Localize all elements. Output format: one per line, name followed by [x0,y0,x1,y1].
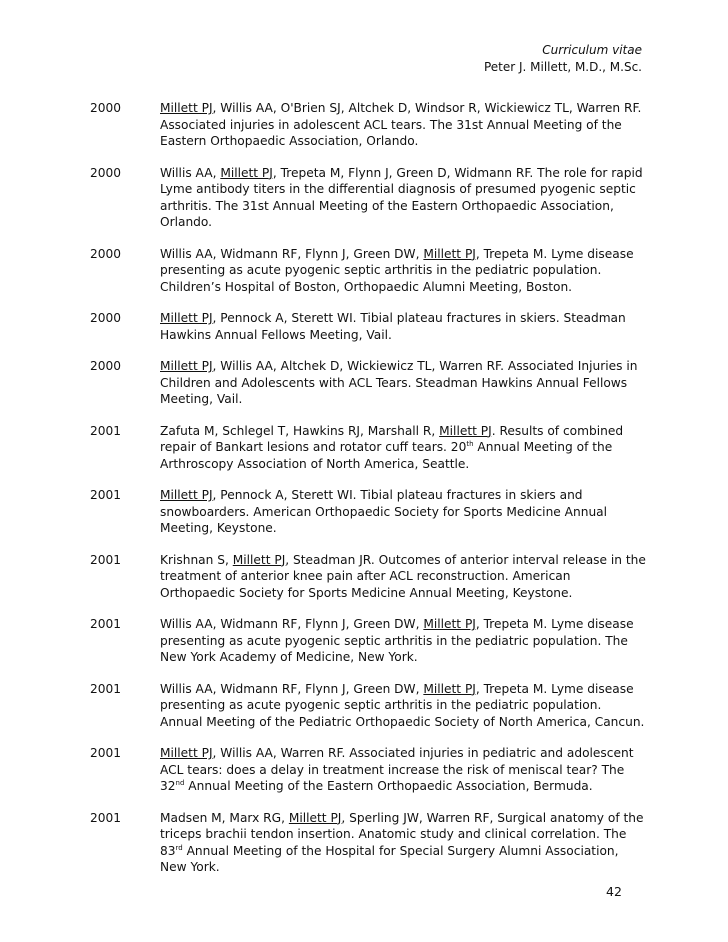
entry-citation [160,810,646,876]
highlighted-author: Millett PJ [160,746,213,760]
ordinal-suffix: rd [175,843,183,852]
highlighted-author: Millett PJ [288,810,342,825]
citation-text: , Steadman JR. Outcomes of anterior interval release in the treatment of anterior knee pain after ACL reconstruction. American Orthopaedic Society for Sports Medicine Annual Meeting, Keystone. [160,552,646,600]
citation-text: Willis AA, Widmann RF, Flynn J, Green DW, [160,681,424,696]
running-header [484,42,642,76]
entry-year: 2000 [90,246,122,261]
list-item [90,745,646,795]
entry-year: 2001 [90,423,122,438]
page-number: 42 [606,884,622,899]
entry-year: 2000 [90,359,122,373]
citation-text: Willis AA, Widmann RF, Flynn J, Green DW, [160,617,424,631]
citation-text: , Trepeta M. Lyme disease presenting as acute pyogenic septic arthritis in the pediatric population. The New York Academy of Medicine, New York. [160,617,634,664]
entry-citation [160,423,646,473]
entry-year: 2001 [90,681,122,696]
entry-citation [160,100,646,150]
entry-citation [160,246,646,296]
citation-text: . Results of combined repair of Bankart lesions and rotator cuff tears. 20 [160,423,624,454]
entry-year: 2001 [90,488,122,502]
list-item [90,165,646,231]
list-item [90,616,646,666]
entry-citation [160,745,646,795]
header-title: Curriculum vitae [542,43,642,57]
highlighted-author: Millett PJ [423,681,476,696]
citation-text: Annual Meeting of the Hospital for Special Surgery Alumni Association, New York. [160,843,619,874]
entry-citation [160,358,646,408]
ordinal-suffix: th [466,440,474,448]
list-item [90,423,646,473]
highlighted-author: Millett PJ [423,617,476,631]
citation-text: , Willis AA, Altchek D, Wickiewicz TL, Warren RF. Associated Injuries in Children and Adolescents with ACL Tears. Steadman Hawkins Annual Fellows Meeting, Vail. [160,359,638,406]
entry-year: 2000 [90,165,122,180]
header-author: Peter J. Millett, M.D., M.Sc. [483,60,642,74]
entry-citation [160,165,646,231]
citation-text: Willis AA, Widmann RF, Flynn J, Green DW, [160,246,424,261]
list-item [90,487,646,537]
entry-year: 2001 [90,746,122,760]
entry-year: 2001 [90,810,122,825]
citation-text: Madsen M, Marx RG, [160,810,289,825]
highlighted-author: Millett PJ [160,311,213,325]
highlighted-author: Millett PJ [220,165,273,180]
entry-year: 2000 [90,101,122,115]
citation-text: Krishnan S, [160,552,233,567]
citation-text: , Trepeta M. Lyme disease presenting as acute pyogenic septic arthritis in the pediatric population. Annual Meeting of the Pediatric Orthopaedic Society of North America, Cancun. [160,681,645,729]
list-item [90,358,646,408]
highlighted-author: Millett PJ [160,488,213,502]
entry-citation [160,552,646,602]
citation-text: , Sperling JW, Warren RF, Surgical anatomy of the triceps brachii tendon insertion. Anatomic study and clinical correlation. The 83 [160,810,644,858]
highlighted-author: Millett PJ [160,101,213,115]
citation-text: Annual Meeting of the Arthroscopy Association of North America, Seattle. [160,440,613,471]
entry-year: 2000 [90,311,122,325]
entry-year: 2001 [90,552,122,567]
ordinal-suffix: nd [175,779,185,787]
list-item [90,552,646,602]
highlighted-author: Millett PJ [423,246,476,261]
entry-year: 2001 [90,617,122,631]
entry-citation [160,681,646,731]
presentation-list [90,100,646,891]
citation-text: Zafuta M, Schlegel T, Hawkins RJ, Marshall R, [160,423,440,438]
highlighted-author: Millett PJ [439,423,492,438]
entry-citation [160,616,646,666]
list-item [90,100,646,150]
list-item [90,810,646,876]
citation-text: , Willis AA, Warren RF. Associated injuries in pediatric and adolescent ACL tears: does a delay in treatment increase the risk of meniscal tear? The 32 [160,746,634,793]
citation-text: , Trepeta M. Lyme disease presenting as acute pyogenic septic arthritis in the pediatric population. Children’s Hospital of Boston, Orthopaedic Alumni Meeting, Boston. [160,246,634,294]
citation-text: , Pennock A, Sterett WI. Tibial plateau fractures in skiers. Steadman Hawkins Annual Fellows Meeting, Vail. [160,311,626,342]
list-item [90,246,646,296]
citation-text: , Pennock A, Sterett WI. Tibial plateau fractures in skiers and snowboarders. American Orthopaedic Society for Sports Medicine Annual Meeting, Keystone. [160,488,608,535]
citation-text: , Willis AA, O'Brien SJ, Altchek D, Windsor R, Wickiewicz TL, Warren RF. Associated injuries in adolescent ACL tears. The 31st Annual Meeting of the Eastern Orthopaedic Association, Orlando. [160,101,642,148]
citation-text: Annual Meeting of the Eastern Orthopaedic Association, Bermuda. [184,779,593,793]
entry-citation [160,310,646,343]
list-item [90,681,646,731]
entry-citation [160,487,646,537]
highlighted-author: Millett PJ [232,552,286,567]
citation-text: Willis AA, [160,165,221,180]
list-item [90,310,646,343]
citation-text: , Trepeta M, Flynn J, Green D, Widmann RF. The role for rapid Lyme antibody titers in the differential diagnosis of presumed pyogenic septic arthritis. The 31st Annual Meeting of the Eastern Orthopaedic Association, Orlando. [160,165,643,229]
highlighted-author: Millett PJ [160,359,213,373]
